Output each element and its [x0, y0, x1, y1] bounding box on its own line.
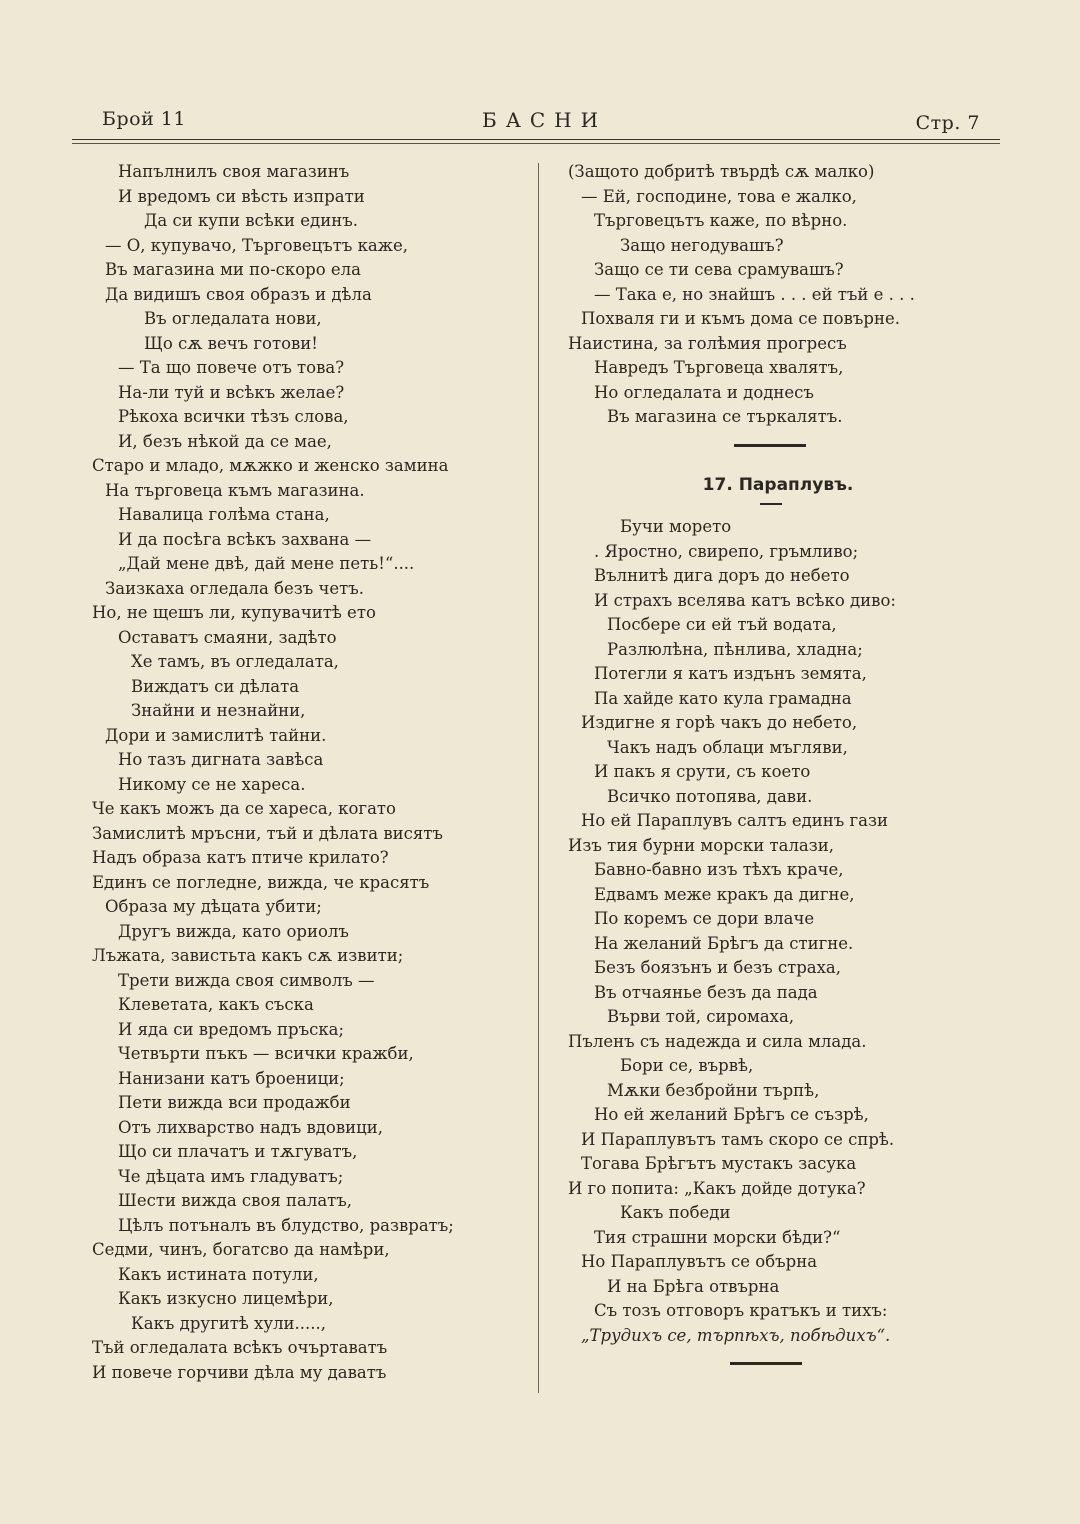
verse-line: Но, не щешъ ли, купувачитѣ ето [92, 603, 376, 622]
verse-line: — Та що повече отъ това? [118, 358, 345, 377]
header-rule [72, 139, 1000, 140]
verse-line: Виждатъ си дѣлата [131, 676, 300, 696]
verse-line: Хе тамъ, въ огледалата, [131, 652, 339, 671]
verse-line: И вредомъ си вѣсть изпрати [118, 186, 365, 206]
verse-line: И, безъ нѣкой да се мае, [118, 431, 332, 451]
title-underline [760, 503, 782, 505]
verse-line: Старо и младо, мѫжко и женско замина [92, 456, 449, 475]
verse-line: Оставатъ смаяни, задѣто [118, 627, 337, 647]
verse-line: Тия страшни морски бѣди?“ [594, 1227, 841, 1247]
verse-line: Върви той, сиромаха, [607, 1007, 795, 1026]
verse-line: Издигне я горѣ чакъ до небето, [581, 713, 858, 732]
verse-line: Какъ изкусно лицемѣри, [118, 1289, 334, 1308]
verse-line: Вълнитѣ дига доръ до небето [594, 566, 850, 585]
verse-line: Безъ боязънъ и безъ страха, [594, 958, 841, 977]
verse-line: Но ей Параплувъ салтъ единъ гази [581, 811, 888, 830]
verse-line: Цѣлъ потъналъ въ блудство, развратъ; [118, 1215, 454, 1235]
verse-line: И на Брѣга отвърна [607, 1276, 780, 1296]
section-separator [734, 444, 806, 447]
verse-line: Тъй огледалата всѣкъ очъртаватъ [92, 1338, 388, 1357]
verse-line: Но ей желаний Брѣгъ се съзрѣ, [594, 1105, 869, 1124]
verse-line: Въ магазина се търкалятъ. [607, 407, 843, 426]
verse-line: Замислитѣ мръсни, тъй и дѣлата висятъ [92, 823, 443, 843]
verse-line: Никому се не хареса. [118, 774, 306, 794]
verse-line: На-ли туй и всѣкъ желае? [118, 382, 345, 402]
verse-line: „Трудихъ се, търпѣхъ, побѣдихъ“. [581, 1325, 891, 1345]
verse-line: Бори се, вървѣ, [620, 1056, 754, 1075]
verse-line: Да си купи всѣки единъ. [144, 211, 358, 230]
verse-line: Клеветата, какъ съска [118, 995, 314, 1014]
left-column [92, 160, 522, 1385]
verse-line: На желаний Брѣгъ да стигне. [594, 933, 854, 953]
verse-line: И страхъ вселява катъ всѣко диво: [594, 590, 896, 610]
verse-line: Шести вижда своя палатъ, [118, 1191, 353, 1210]
verse-line: Защо се ти сева срамувашъ? [594, 260, 844, 279]
verse-line: Седми, чинъ, богатсво да намѣри, [92, 1240, 390, 1259]
verse-line: Що сѫ вечъ готови! [144, 333, 318, 353]
verse-line: Нанизани катъ броеници; [118, 1068, 345, 1088]
verse-line: Наистина, за голѣмия прогресъ [568, 333, 847, 353]
verse-line: Рѣкоха всички тѣзъ слова, [118, 407, 349, 426]
verse-line: Че какъ можъ да се хареса, когато [92, 799, 396, 818]
verse-line: Разлюлѣна, пѣнлива, хладна; [607, 639, 863, 659]
verse-line: Отъ лихварство надъ вдовици, [118, 1117, 383, 1137]
verse-line: Въ магазина ми по-скоро ела [105, 260, 361, 279]
verse-line: Напълнилъ своя магазинъ [118, 162, 350, 181]
verse-line: Пети вижда вси продажби [118, 1093, 351, 1112]
verse-line: Трети вижда своя символъ — [118, 970, 375, 990]
verse-line: И Параплувътъ тамъ скоро се спрѣ. [581, 1129, 895, 1149]
verse-line: Що си плачатъ и тѫгуватъ, [118, 1142, 358, 1161]
page-number: Стр. 7 [915, 112, 980, 134]
verse-line: Въ огледалата нови, [144, 309, 322, 328]
verse-line: Всичко потопява, дави. [607, 786, 813, 806]
fable-continuation [568, 160, 988, 430]
verse-line: Единъ се погледне, вижда, че красятъ [92, 872, 430, 892]
verse-line: Въ отчаянье безъ да пада [594, 982, 818, 1002]
verse-line: Съ тозъ отговоръ кратъкъ и тихъ: [594, 1301, 888, 1320]
verse-line: Тогава Брѣгътъ мустакъ засука [581, 1154, 857, 1173]
fable-title: 17. Параплувъ. [702, 474, 854, 495]
verse-line: И пакъ я срути, съ което [594, 762, 811, 781]
end-separator [730, 1362, 802, 1365]
verse-line: Мѫки безбройни търпѣ, [607, 1080, 820, 1100]
verse-line: Какъ другитѣ хули....., [131, 1313, 327, 1333]
verse-line: Но тазъ дигната завѣса [118, 750, 324, 769]
verse-line: Но Параплувътъ се обърна [581, 1252, 818, 1271]
verse-line: Какъ победи [620, 1203, 731, 1222]
column-divider [538, 163, 539, 1393]
verse-line: Па хайде като кула грамадна [594, 688, 852, 708]
header-rule-secondary [72, 143, 1000, 144]
verse-line: Посбере си ей тъй водата, [607, 615, 837, 634]
verse-line: „Дай мене двѣ, дай мене петь!“.... [118, 554, 415, 573]
verse-line: Навредъ Търговеца хвалятъ, [594, 358, 844, 377]
verse-line: Изъ тия бурни морски талази, [568, 835, 835, 855]
verse-line: — Ей, господине, това е жалко, [581, 186, 857, 206]
fable-body [568, 515, 988, 1348]
verse-line: Бучи морето [620, 517, 732, 536]
verse-line: На търговеца къмъ магазина. [105, 480, 365, 500]
verse-line: Другъ вижда, като ориолъ [118, 921, 349, 941]
verse-line: Бавно-бавно изъ тѣхъ краче, [594, 860, 844, 879]
verse-line: — Така е, но знайшъ . . . ей тъй е . . . [594, 284, 915, 304]
verse-line: Надъ образа катъ птиче крилато? [92, 848, 389, 867]
section-title: БАСНИ [482, 108, 608, 132]
verse-line: Защо негодувашъ? [620, 235, 784, 255]
verse-line: Дори и замислитѣ тайни. [105, 725, 327, 745]
verse-line: Похваля ги и къмъ дома се повърне. [581, 309, 900, 328]
verse-line: Навалица голѣма стана, [118, 505, 330, 524]
verse-line: И да посѣга всѣкъ захвана — [118, 529, 372, 549]
verse-line: Че дѣцата имъ гладуватъ; [118, 1166, 344, 1186]
right-column [568, 160, 988, 1365]
verse-line: И го попита: „Какъ дойде дотука? [568, 1178, 866, 1198]
issue-number: Брой 11 [102, 108, 186, 130]
verse-line: Да видишъ своя образъ и дѣла [105, 284, 372, 304]
verse-line: Какъ истината потули, [118, 1264, 319, 1284]
verse-line: Чакъ надъ облаци мъгляви, [607, 737, 848, 757]
verse-line: — О, купувачо, Търговецътъ каже, [105, 235, 408, 255]
verse-line: По коремъ се дори влаче [594, 909, 815, 928]
verse-line: Едвамъ меже кракъ да дигне, [594, 884, 855, 904]
verse-line: И яда си вредомъ пръска; [118, 1019, 345, 1039]
verse-line: . Яростно, свирепо, гръмливо; [594, 541, 859, 561]
verse-line: Образа му дѣцата убити; [105, 897, 322, 916]
verse-line: Но огледалата и доднесъ [594, 382, 814, 402]
verse-line: Заизкаха огледала безъ четъ. [105, 578, 365, 598]
verse-line: (Защото добритѣ твърдѣ сѫ малко) [568, 162, 875, 181]
verse-line: Знайни и незнайни, [131, 701, 306, 720]
verse-line: Четвърти пъкъ — всички кражби, [118, 1044, 414, 1063]
verse-line: Пъленъ съ надежда и сила млада. [568, 1031, 867, 1051]
verse-line: Лъжата, завистьта какъ сѫ извити; [92, 946, 404, 965]
verse-line: Търговецътъ каже, по вѣрно. [594, 211, 848, 230]
verse-line: Потегли я катъ издънъ земята, [594, 664, 867, 683]
verse-line: И повече горчиви дѣла му даватъ [92, 1362, 387, 1382]
